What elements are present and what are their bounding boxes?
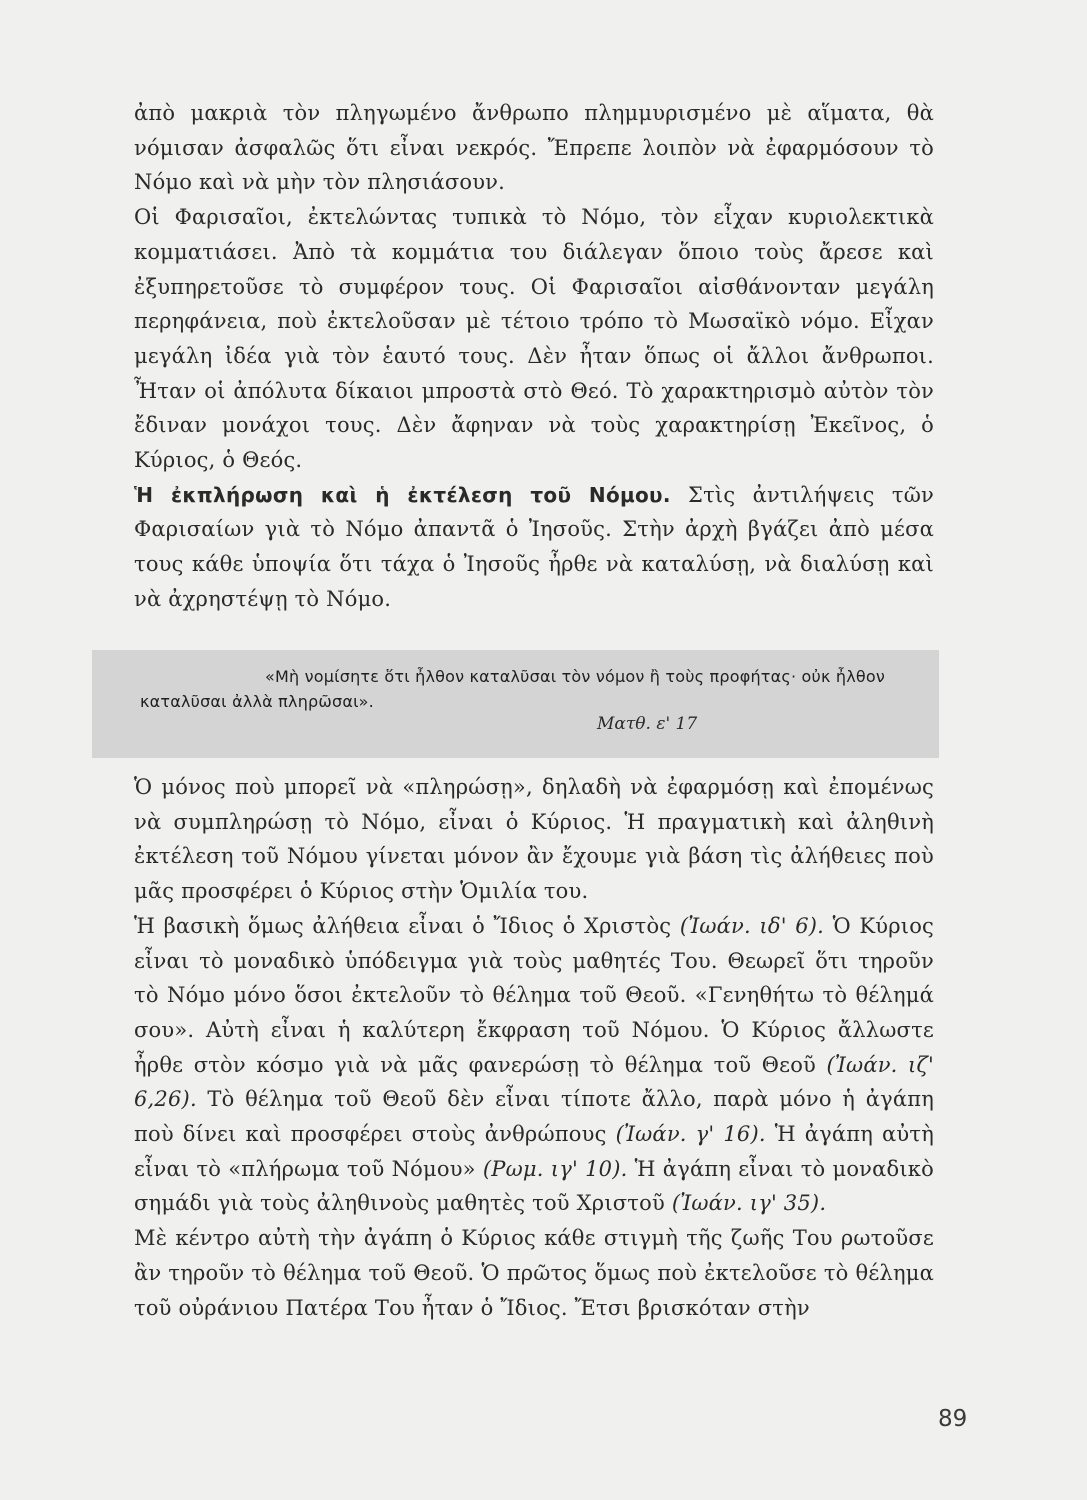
paragraph-fulfillment: [134, 478, 934, 617]
text-run: Ὁ Κύριος εἶναι τὸ μοναδικὸ ὑπόδειγμα γιὰ τοὺς μαθητές Του. Θεωρεῖ ὅτι τηροῦν τὸ Νόμο μόνο ὅσοι ἐκτελοῦν τὸ θέλημα τοῦ Θεοῦ. «Γενηθήτω τὸ θέλημά σου». Αὐτὴ εἶναι ἡ καλύτερη ἔκφραση τοῦ Νόμου. Ὁ Κύριος ἄλλωστε ἦρθε στὸν κόσμο γιὰ νὰ μᾶς φανερώσῃ τὸ θέλημα τοῦ Θεοῦ: [134, 913, 934, 1077]
paragraph-pharisees-text: Οἱ Φαρισαῖοι, ἐκτελώντας τυπικὰ τὸ Νόμο, τὸν εἶχαν κυριολεκτικὰ κομματιάσει. Ἀπὸ τὰ κομμάτια του διάλεγαν ὅποιο τοὺς ἄρεσε καὶ ἐξυπηρετοῦσε τὸ συμφέρον τους. Οἱ Φαρισαῖοι αἰσθάνονταν μεγάλη περηφάνεια, ποὺ ἐκτελοῦσαν μὲ τέτοιο τρόπο τὸ Μωσαϊκὸ νόμο. Εἶχαν μεγάλη ἰδέα γιὰ τὸν ἑαυτό τους. Δὲν ἦταν ὅπως οἱ ἄλλοι ἄνθρωποι. Ἦταν οἱ ἀπόλυτα δίκαιοι μπροστὰ στὸ Θεό. Τὸ χαρακτηρισμὸ αὐτὸν τὸν ἔδιναν μονάχοι τους. Δὲν ἄφηναν νὰ τοὺς χαρακτηρίσῃ Ἐκεῖνος, ὁ Κύριος, ὁ Θεός.: [134, 205, 934, 473]
scripture-quote: [140, 664, 940, 714]
text-run: Ἡ βασικὴ ὅμως ἀλήθεια εἶναι ὁ Ἴδιος ὁ Χριστὸς: [134, 913, 680, 938]
scripture-quote-box: [92, 650, 939, 758]
citation: (Ἰωάν. ιδ' 6).: [679, 913, 825, 938]
citation: (Ἰωάν. γ' 16).: [615, 1122, 766, 1147]
paragraph-fulfillment-text: Στὶς ἀντιλήψεις τῶν Φαρισαίων γιὰ τὸ Νόμο ἀπαντᾶ ὁ Ἰησοῦς. Στὴν ἀρχὴ βγάζει ἀπὸ μέσα τους κάθε ὑποψία ὅτι τάχα ὁ Ἰησοῦς ἦρθε νὰ καταλύσῃ, νὰ διαλύσῃ καὶ νὰ ἀχρηστέψῃ τὸ Νόμο.: [134, 482, 935, 611]
paragraph-love-center: Μὲ κέντρο αὐτὴ τὴν ἀγάπη ὁ Κύριος κάθε στιγμὴ τῆς ζωῆς Του ρωτοῦσε ἂν τηροῦν τὸ θέλημα τοῦ Θεοῦ. Ὁ πρῶτος ὅμως ποὺ ἐκτελοῦσε τὸ θέλημα τοῦ οὐράνιου Πατέρα Του ἦταν ὁ Ἴδιος. Ἔτσι βρισκόταν στὴν: [134, 1226, 934, 1320]
text-block-bottom: [134, 770, 934, 1325]
text-run: Ἡ ἀγάπη αὐτὴ εἶναι τὸ «πλήρωμα τοῦ Νόμου»: [134, 1122, 934, 1181]
citation: (Ρωμ. ιγ' 10).: [482, 1156, 628, 1181]
paragraph-basic-truth: [134, 909, 934, 1221]
citation: (Ἰωάν. ιζ' 6,26).: [134, 1052, 934, 1112]
section-heading: Ἡ ἐκπλήρωση καὶ ἡ ἐκτέλεση τοῦ Νόμου.: [134, 482, 671, 507]
quote-line-1: «Μὴ νομίσητε ὅτι ἦλθον καταλῦσαι τὸν νόμον ἢ τοὺς προφήτας· οὐκ ἦλθον: [265, 667, 886, 686]
text-run: Τὸ θέλημα τοῦ Θεοῦ δὲν εἶναι τίποτε ἄλλο, παρὰ μόνο ἡ ἀγάπη ποὺ δίνει καὶ προσφέρει στοὺς ἀνθρώπους: [134, 1087, 934, 1147]
paragraph-pharisees: [134, 200, 934, 478]
page-number: 89: [938, 1406, 968, 1432]
quote-line-2: καταλῦσαι ἀλλὰ πληρῶσαι».: [140, 692, 374, 711]
text-block-top: [134, 96, 934, 617]
paragraph-opening: ἀπὸ μακριὰ τὸν πληγωμένο ἄνθρωπο πλημμυρισμένο μὲ αἵματα, θὰ νόμισαν ἀσφαλῶς ὅτι εἶναι νεκρός. Ἔπρεπε λοιπὸν νὰ ἐφαρμόσουν τὸ Νόμο καὶ νὰ μὴν τὸν πλησιάσουν.: [134, 101, 934, 195]
quote-reference: Ματθ. ε' 17: [597, 714, 698, 734]
paragraph-only-lord: Ὁ μόνος ποὺ μπορεῖ νὰ «πληρώσῃ», δηλαδὴ νὰ ἐφαρμόσῃ καὶ ἐπομένως νὰ συμπληρώσῃ τὸ Νόμο, εἶναι ὁ Κύριος. Ἡ πραγματικὴ καὶ ἀληθινὴ ἐκτέλεση τοῦ Νόμου γίνεται μόνον ἂν ἔχουμε γιὰ βάση τὶς ἀλήθειες ποὺ μᾶς προσφέρει ὁ Κύριος στὴν Ὁμιλία του.: [134, 775, 934, 904]
text-run: Ἡ ἀγάπη εἶναι τὸ μοναδικὸ σημάδι γιὰ τοὺς ἀληθινοὺς μαθητὲς τοῦ Χριστοῦ: [134, 1156, 934, 1216]
citation: (Ἰωάν. ιγ' 35).: [671, 1191, 827, 1216]
